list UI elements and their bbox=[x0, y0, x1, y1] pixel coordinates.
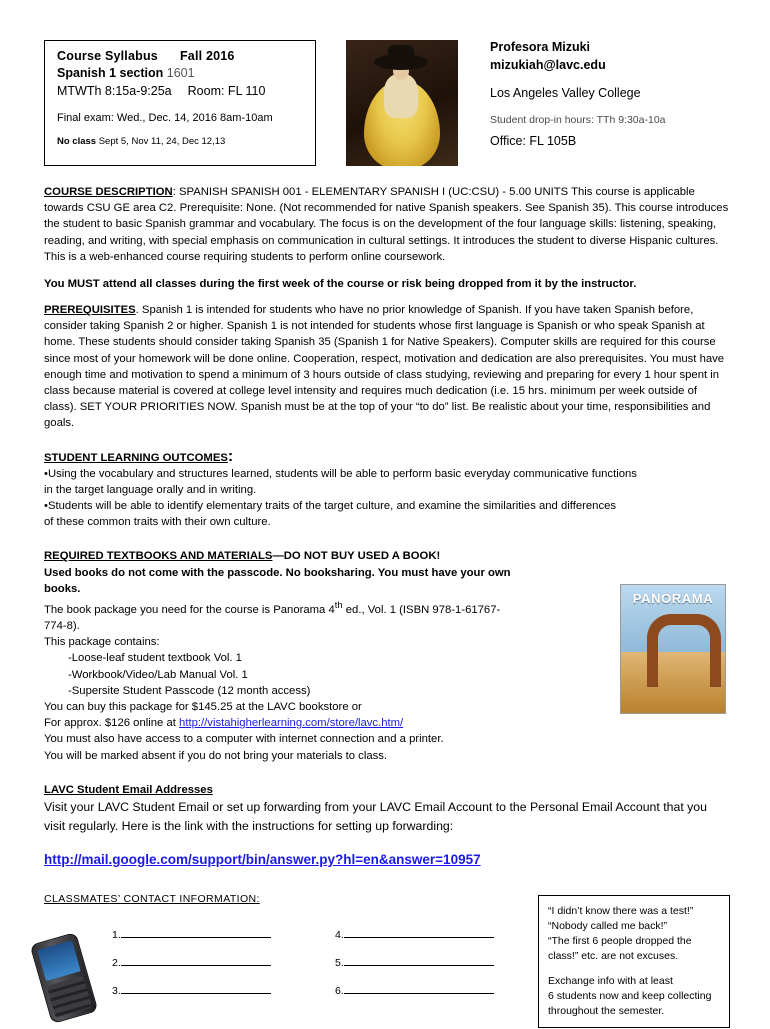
quote-line-1: “I didn’t know there was a test!” bbox=[548, 904, 694, 917]
outcome-bullet-2-cont: of these common traits with their own culture. bbox=[44, 516, 271, 529]
book-package-text-a: The book package you need for the course is Panorama 4 bbox=[44, 603, 335, 616]
closing-line-2: 6 students now and keep collecting bbox=[548, 989, 712, 1002]
prerequisites-text: . Spanish 1 is intended for students who have no prior knowledge of Spanish. If you have taken Spanish before, consider taking Spanish 2 or higher. Spanish 1 is not intended for students whose first language is Spanish or who speak Spanish at home. These students should consider taking Spanish 35 (Spanish 1 for Native Speakers). Computer skills are required for this course since most of your homework will be done online. Cooperation, respect, motivation and dedication are also prerequisites. You must have enough time and motivation to spend a minimum of 3 hours outside of class studying, reviewing and preparing for every 1 hour spent in class because material is covered at college level intensity and requires much dedication (i.e. 15 hrs. minimum per week outside of class). SET YOUR PRIORITIES NOW. Spanish must be at the top of your “to do” list. Be realistic about your time, responsibilities and goals. bbox=[44, 304, 725, 430]
closing-line-3: throughout the semester. bbox=[548, 1004, 665, 1017]
room-number: Room: FL 110 bbox=[187, 84, 266, 98]
office-location: Office: FL 105B bbox=[490, 134, 577, 148]
mobile-phone-icon bbox=[30, 932, 99, 1024]
quote-gap bbox=[548, 964, 720, 974]
course-name-line bbox=[57, 66, 305, 80]
course-title-line bbox=[57, 49, 305, 63]
materials-absent-line: You will be marked absent if you do not bring your materials to class. bbox=[44, 749, 388, 762]
contact-blank-1[interactable] bbox=[112, 927, 319, 941]
package-item-2: -Workbook/Video/Lab Manual Vol. 1 bbox=[68, 668, 248, 681]
term-label: Fall 2016 bbox=[179, 49, 235, 63]
learning-outcomes-section bbox=[44, 448, 730, 531]
vista-higher-learning-link[interactable]: http://vistahigherlearning.com/store/lavc.htm/ bbox=[179, 717, 404, 730]
course-name: Spanish 1 bbox=[57, 66, 117, 80]
no-class-label: No class bbox=[57, 136, 97, 147]
used-books-warning: Used books do not come with the passcode. No booksharing. You must have your own books. bbox=[44, 566, 511, 595]
contact-blank-5[interactable] bbox=[335, 955, 542, 969]
package-contains-line: This package contains: bbox=[44, 636, 160, 649]
contact-number-1: 1. bbox=[112, 928, 121, 941]
textbooks-text bbox=[44, 548, 514, 763]
email-section-heading: LAVC Student Email Addresses bbox=[44, 783, 213, 796]
learning-outcomes-heading-row bbox=[44, 448, 730, 466]
instructor-name: Profesora Mizuki bbox=[490, 40, 591, 54]
outcome-bullet-1: •Using the vocabulary and structures learned, students will be able to perform basic everyday communicative functions bbox=[44, 467, 637, 480]
cover-sculpture bbox=[647, 614, 721, 687]
contact-line-5[interactable] bbox=[344, 955, 494, 966]
textbooks-heading-rest: —DO NOT BUY USED A BOOK! bbox=[272, 550, 441, 563]
computer-access-line: You must also have access to a computer with internet connection and a printer. bbox=[44, 733, 444, 746]
instructor-email: mizukiah@lavc.edu bbox=[490, 58, 606, 72]
book-package-line bbox=[44, 597, 514, 634]
painting-image bbox=[346, 40, 458, 166]
textbooks-heading-row bbox=[44, 548, 514, 564]
gmail-forwarding-link[interactable]: http://mail.google.com/support/bin/answer.py?hl=en&answer=10957 bbox=[44, 851, 481, 867]
contact-line-6[interactable] bbox=[344, 983, 494, 994]
painting-figure bbox=[384, 74, 418, 118]
contact-number-2: 2. bbox=[112, 956, 121, 969]
contact-line-1[interactable] bbox=[121, 927, 271, 938]
contact-blank-6[interactable] bbox=[335, 983, 542, 997]
outcome-bullet-1-cont: in the target language orally and in writing. bbox=[44, 483, 257, 496]
classmates-heading-colon: : bbox=[256, 892, 260, 905]
course-info-box bbox=[44, 40, 316, 166]
college-name: Los Angeles Valley College bbox=[490, 86, 641, 100]
textbooks-section bbox=[44, 548, 730, 763]
contact-number-3: 3. bbox=[112, 984, 121, 997]
quote-line-3: “The first 6 people dropped the bbox=[548, 934, 692, 947]
contact-blank-grid bbox=[112, 927, 542, 997]
bookstore-price-line: You can buy this package for $145.25 at the LAVC bookstore or bbox=[44, 701, 362, 714]
instructor-info bbox=[490, 40, 728, 148]
contact-line-3[interactable] bbox=[121, 983, 271, 994]
learning-outcomes-colon: : bbox=[227, 447, 234, 465]
learning-outcomes-heading: STUDENT LEARNING OUTCOMES bbox=[44, 451, 228, 464]
book-package-text-b: ed., Vol. 1 (ISBN 978-1-61767-774-8). bbox=[44, 603, 501, 633]
course-description-paragraph bbox=[44, 184, 730, 265]
meeting-times: MTWTh 8:15a-9:25a bbox=[57, 84, 172, 98]
no-class-line bbox=[57, 136, 305, 147]
panorama-book-cover bbox=[620, 584, 726, 714]
online-price-line bbox=[44, 715, 514, 731]
prerequisites-paragraph bbox=[44, 302, 730, 432]
section-label: section bbox=[119, 66, 164, 80]
online-price-prefix: For approx. $126 online at bbox=[44, 717, 180, 730]
course-description-text: : SPANISH SPANISH 001 - ELEMENTARY SPANISH I (UC:CSU) - 5.00 UNITS This course is applicable towards CSU GE area C2. Prerequisite: None. (Not recommended for native Spanish speakers. See Spanish 35). This course introduces the student to basic Spanish grammar and vocabulary. The focus is on the development of the four language skills: listening, speaking, reading, and writing, with special emphasis on communication in cultural settings. It introduces the student to diverse Hispanic cultures. This is a web-enhanced course requiring students to perform online coursework. bbox=[44, 186, 729, 263]
prerequisites-heading: PREREQUISITES bbox=[44, 304, 136, 317]
contact-blank-3[interactable] bbox=[112, 983, 319, 997]
package-item-1: -Loose-leaf student textbook Vol. 1 bbox=[68, 652, 242, 665]
contact-blank-4[interactable] bbox=[335, 927, 542, 941]
course-syllabus-label: Course Syllabus bbox=[57, 49, 158, 63]
closing-line-1: Exchange info with at least bbox=[548, 974, 673, 987]
drop-in-hours: Student drop-in hours: TTh 9:30a-10a bbox=[490, 114, 666, 126]
quote-line-2: “Nobody called me back!” bbox=[548, 919, 668, 932]
header-row bbox=[44, 40, 730, 172]
cover-title: PANORAMA bbox=[632, 591, 714, 607]
contact-line-2[interactable] bbox=[121, 955, 271, 966]
package-item-3: -Supersite Student Passcode (12 month access) bbox=[68, 684, 311, 697]
page-content bbox=[44, 40, 730, 1029]
contact-number-4: 4. bbox=[335, 928, 344, 941]
contact-number-6: 6. bbox=[335, 984, 344, 997]
edition-superscript: th bbox=[334, 599, 343, 611]
attendance-warning: You MUST attend all classes during the first week of the course or risk being dropped from it by the instructor. bbox=[44, 278, 637, 291]
classmates-bottom-area bbox=[44, 904, 730, 1029]
contact-number-5: 5. bbox=[335, 956, 344, 969]
painting-hat-crown bbox=[388, 45, 414, 59]
classmates-heading: CLASSMATES’ CONTACT INFORMATION bbox=[44, 892, 257, 905]
outcome-bullet-2: •Students will be able to identify elementary traits of the target culture, and examine the similarities and differences bbox=[44, 500, 617, 513]
quote-line-4: class!” etc. are not excuses. bbox=[548, 949, 679, 962]
excuses-quote-box bbox=[538, 895, 730, 1028]
textbooks-heading: REQUIRED TEXTBOOKS AND MATERIALS bbox=[44, 550, 273, 563]
no-class-dates: Sept 5, Nov 11, 24, Dec 12,13 bbox=[98, 136, 226, 147]
email-section-paragraph: Visit your LAVC Student Email or set up forwarding from your LAVC Email Account to the Personal Email Account that you visit regularly. Here is the link with the instructions for setting up forwarding: bbox=[44, 799, 707, 833]
contact-blank-2[interactable] bbox=[112, 955, 319, 969]
final-exam-line: Final exam: Wed., Dec. 14, 2016 8am-10am bbox=[57, 112, 273, 124]
contact-line-4[interactable] bbox=[344, 927, 494, 938]
section-number: 1601 bbox=[166, 66, 195, 80]
course-description-heading: COURSE DESCRIPTION bbox=[44, 186, 173, 198]
meeting-line bbox=[57, 84, 305, 98]
